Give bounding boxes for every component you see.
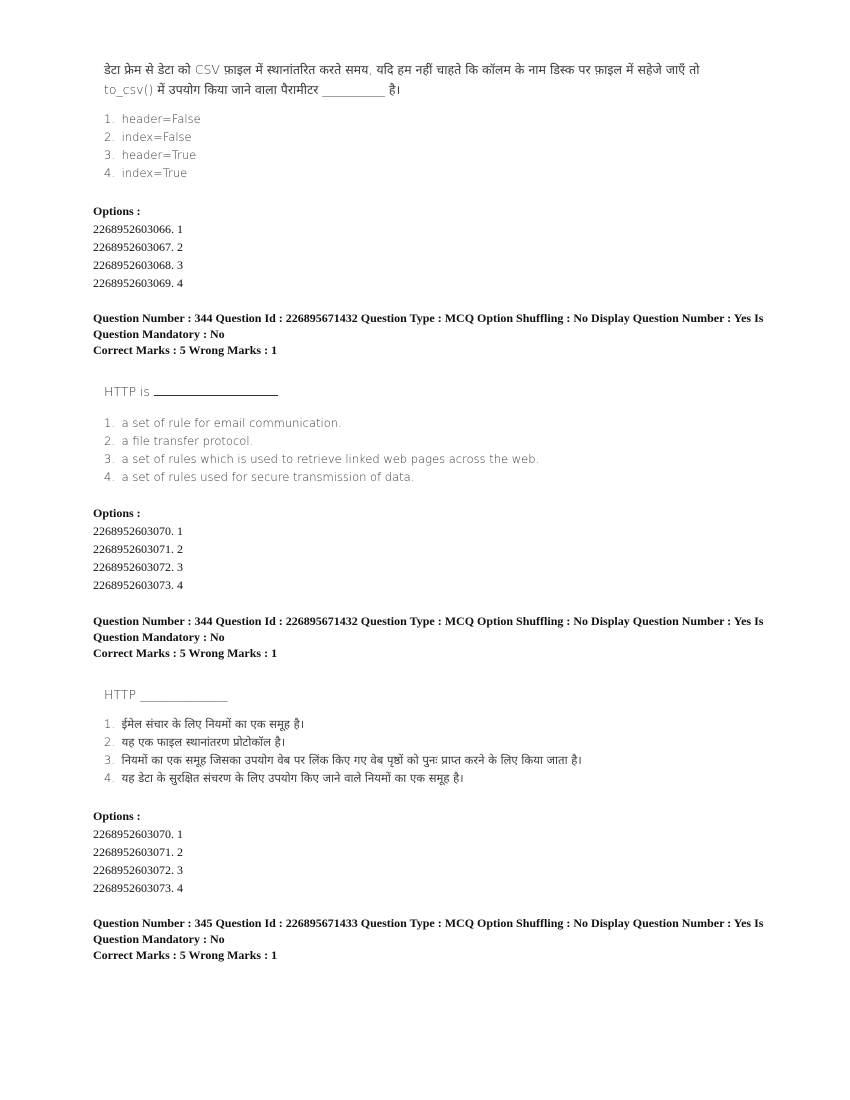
- options-label: Options :: [93, 204, 141, 218]
- choice-item: 3. a set of rules which is used to retrieve linked web pages across the web.: [104, 452, 540, 466]
- question-stem-http-english: [104, 382, 539, 486]
- marks-line: Correct Marks : 5 Wrong Marks : 1: [93, 948, 278, 962]
- option-id: 2268952603073. 4: [93, 578, 183, 592]
- option-id: 2268952603073. 4: [93, 881, 183, 895]
- marks-line: Correct Marks : 5 Wrong Marks : 1: [93, 343, 278, 357]
- choice-item: 3. नियमों का एक समूह जिसका उपयोग वेब पर लिंक किए गए वेब पृष्ठों को पुनः प्राप्त करने के लिए किया जाता है।: [104, 753, 582, 767]
- option-id: 2268952603068. 3: [93, 258, 183, 272]
- question-stem-hindi-csv: [104, 60, 700, 182]
- option-id: 2268952603072. 3: [93, 863, 183, 877]
- meta-line-1: Question Number : 345 Question Id : 226895671433 Question Type : MCQ Option Shuffling : No Display Question Number : Yes Is: [93, 916, 764, 930]
- option-id: 2268952603071. 2: [93, 542, 183, 556]
- meta-line-1: Question Number : 344 Question Id : 226895671432 Question Type : MCQ Option Shuffling : No Display Question Number : Yes Is: [93, 614, 764, 628]
- question-meta: [93, 311, 773, 359]
- stem-line-2: to_csv() में उपयोग किया जाने वाला पैरामीटर __________ है।: [104, 82, 401, 97]
- option-id: 2268952603071. 2: [93, 845, 183, 859]
- stem-line: HTTP is: [104, 382, 539, 402]
- choice-list: [104, 715, 582, 787]
- options-label: Options :: [93, 506, 141, 520]
- options-label: Options :: [93, 809, 141, 823]
- question-stem-http-hindi: [104, 685, 582, 787]
- stem-line-1: डेटा फ्रेम से डेटा को CSV फ़ाइल में स्थानांतरित करते समय, यदि हम नहीं चाहते कि कॉलम के नाम डिस्क पर फ़ाइल में सहेजे जाएँ तो: [104, 62, 700, 77]
- options-block: [93, 202, 183, 292]
- choice-item: 1. a set of rule for email communication.: [104, 416, 342, 430]
- options-block: [93, 504, 183, 594]
- choice-list: [104, 110, 700, 182]
- question-meta: [93, 916, 773, 964]
- choice-list: [104, 414, 539, 486]
- options-block: [93, 807, 183, 897]
- choice-item: 2. a file transfer protocol.: [104, 434, 254, 448]
- answer-blank: [154, 385, 278, 396]
- meta-line-1: Question Number : 344 Question Id : 226895671432 Question Type : MCQ Option Shuffling : No Display Question Number : Yes Is: [93, 311, 764, 325]
- meta-line-2: Question Mandatory : No: [93, 326, 225, 341]
- marks-line: Correct Marks : 5 Wrong Marks : 1: [93, 646, 278, 660]
- choice-item: 4. यह डेटा के सुरक्षित संचरण के लिए उपयोग किए जाने वाले नियमों का एक समूह है।: [104, 771, 464, 785]
- choice-item: 1. ईमेल संचार के लिए नियमों का एक समूह है।: [104, 717, 305, 731]
- choice-item: 1. header=False: [104, 112, 201, 126]
- option-id: 2268952603072. 3: [93, 560, 183, 574]
- option-id: 2268952603066. 1: [93, 222, 183, 236]
- meta-line-2: Question Mandatory : No: [93, 629, 225, 644]
- option-id: 2268952603067. 2: [93, 240, 183, 254]
- option-id: 2268952603070. 1: [93, 524, 183, 538]
- choice-item: 3. header=True: [104, 148, 197, 162]
- option-id: 2268952603069. 4: [93, 276, 183, 290]
- choice-item: 2. यह एक फाइल स्थानांतरण प्रोटोकॉल है।: [104, 735, 286, 749]
- option-id: 2268952603070. 1: [93, 827, 183, 841]
- meta-line-2: Question Mandatory : No: [93, 931, 225, 946]
- choice-item: 4. index=True: [104, 166, 188, 180]
- choice-item: 4. a set of rules used for secure transmission of data.: [104, 470, 415, 484]
- stem-line: HTTP ______________: [104, 687, 228, 702]
- question-meta: [93, 614, 773, 662]
- choice-item: 2. index=False: [104, 130, 192, 144]
